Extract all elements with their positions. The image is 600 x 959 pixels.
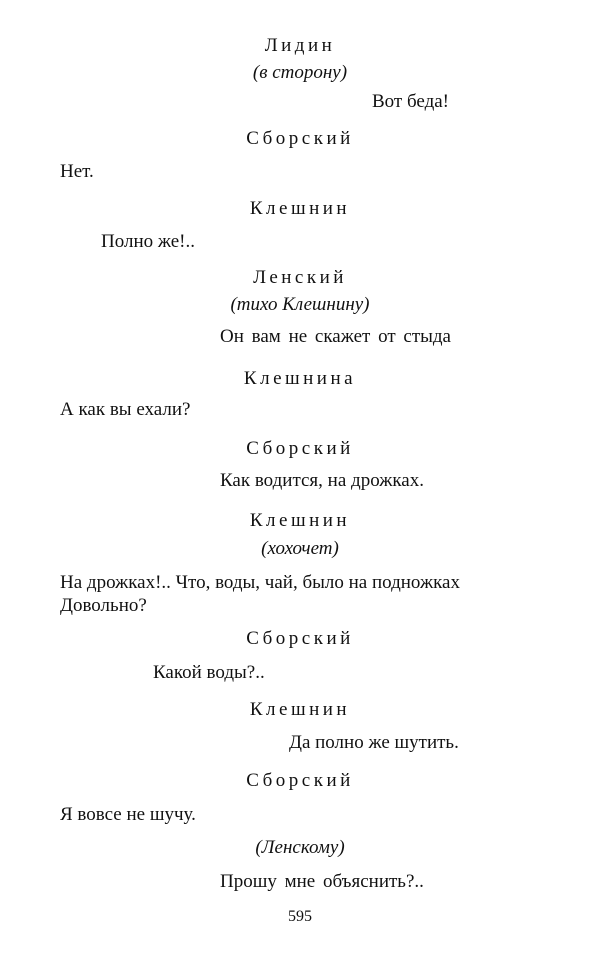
speaker-name: Сборский (246, 128, 354, 149)
verse-line: Да полно же шутить. (289, 732, 459, 753)
verse-line: Вот беда! (372, 91, 450, 112)
stage-direction: (тихо Клешнину) (230, 294, 370, 315)
speaker-name: Клешнин (249, 510, 351, 531)
stage-direction: (в сторону) (252, 62, 348, 83)
speaker-name: Сборский (246, 628, 354, 649)
verse-line: Довольно? (60, 595, 147, 616)
speaker-name: Сборский (246, 770, 354, 791)
speaker-name: Клешнина (243, 368, 357, 389)
verse-line: Полно же!.. (101, 231, 196, 252)
verse-line: А как вы ехали? (60, 399, 191, 420)
speaker-name: Клешнин (249, 198, 351, 219)
verse-line: Как водится, на дрожках. (220, 470, 424, 491)
verse-line: Какой воды?.. (153, 662, 265, 683)
verse-line: Я вовсе не шучу. (60, 804, 196, 825)
stage-direction: (хохочет) (261, 538, 339, 559)
speaker-name: Клешнин (249, 699, 351, 720)
speaker-name: Лидин (264, 35, 336, 56)
verse-line: Прошу мне объяснить?.. (220, 871, 424, 892)
stage-direction: (Ленскому) (255, 837, 345, 858)
verse-line: Нет. (60, 161, 94, 182)
verse-line: Он вам не скажет от стыда (220, 326, 451, 347)
speaker-name: Сборский (246, 438, 354, 459)
page-number: 595 (288, 908, 312, 925)
speaker-name: Ленский (253, 267, 347, 288)
verse-line: На дрожках!.. Что, воды, чай, было на подножках (60, 572, 460, 593)
